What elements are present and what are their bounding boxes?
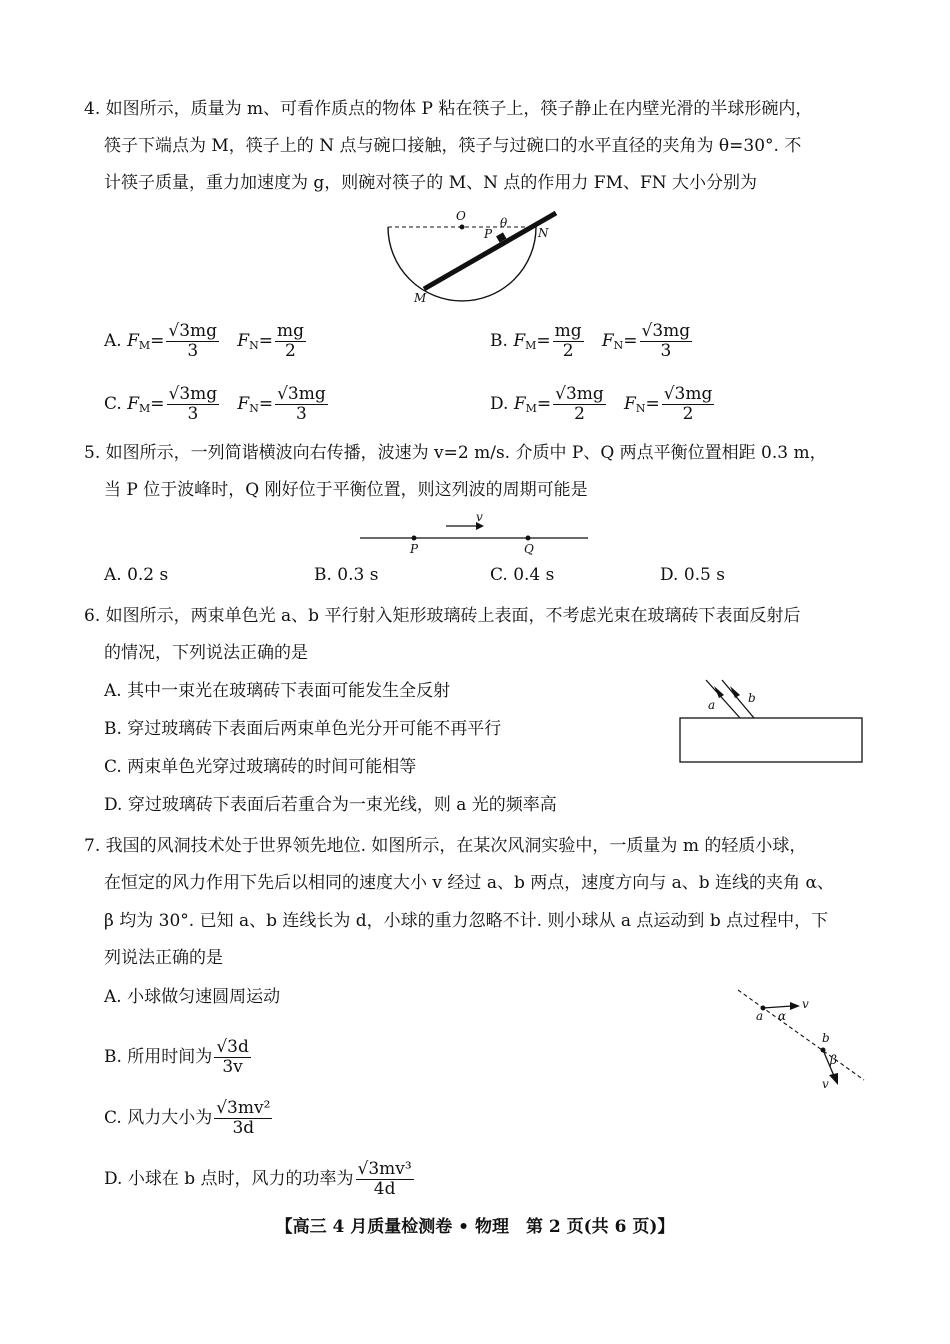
q7-fig-b: b	[822, 1031, 830, 1045]
q6-line-1: 6. 如图所示，两束单色光 a、b 平行射入矩形玻璃砖上表面，不考虑光束在玻璃砖下表面反射后	[84, 606, 801, 626]
q4-line-2: 筷子下端点为 M，筷子上的 N 点与碗口接触，筷子与过碗口的水平直径的夹角为 θ=30°. 不	[104, 136, 802, 156]
q5-wave-figure	[358, 510, 590, 555]
q4-fig-P: P	[484, 227, 493, 241]
q6-fig-a: a	[708, 698, 716, 712]
q7-option-a[interactable]: A. 小球做匀速圆周运动	[104, 987, 281, 1007]
q7-option-c[interactable]: C. 风力大小为 $\frac{\text{√3mv²}}{3d}$	[104, 1098, 271, 1138]
q7-fig-beta: β	[830, 1053, 837, 1067]
q4-bowl-figure	[380, 205, 580, 305]
q7-fig-v1: v	[802, 997, 809, 1011]
q5-fig-P: P	[410, 542, 419, 556]
q7-line-1: 7. 我国的风洞技术处于世界领先地位. 如图所示，在某次风洞实验中，一质量为 m 的轻质小球，	[84, 836, 807, 856]
q7-option-d[interactable]: D. 小球在 b 点时，风力的功率为 $\frac{\text{√3mv³}}{4d}$	[104, 1159, 412, 1199]
q5-fig-Q: Q	[524, 542, 534, 556]
q4-fig-M: M	[414, 291, 427, 305]
q6-glass-figure	[678, 676, 864, 766]
q7-fig-v2: v	[822, 1077, 829, 1091]
q4-option-d[interactable]: D. $F_M=$ $\frac{√3mg}{2}$ $F_N=$ $\frac{√3mg}{2}$	[490, 384, 713, 424]
q5-option-d[interactable]: D. 0.5 s	[660, 565, 725, 585]
q5-option-a[interactable]: A. 0.2 s	[104, 565, 169, 585]
q6-fig-b: b	[748, 691, 756, 705]
q4-fig-O: O	[456, 209, 466, 223]
q5-fig-v: v	[476, 510, 483, 524]
q7-option-b[interactable]: B. 所用时间为 $\frac{√3d}{3v}$	[104, 1037, 249, 1077]
q4-option-a[interactable]: A. $F_M=$ $\frac{√3mg}{3}$ $F_N=$ $\frac{mg}{2}$	[104, 321, 304, 361]
q6-option-b[interactable]: B. 穿过玻璃砖下表面后两束单色光分开可能不再平行	[104, 719, 502, 739]
q6-line-2: 的情况，下列说法正确的是	[104, 643, 308, 663]
q4-option-c[interactable]: C. $F_M=$ $\frac{√3mg}{3}$ $F_N=$ $\frac{√3mg}{3}$	[104, 384, 326, 424]
q7-fig-alpha: α	[778, 1009, 787, 1023]
q4-line-1: 4. 如图所示，质量为 m、可看作质点的物体 P 粘在筷子上，筷子静止在内壁光滑的半球形碗内，	[84, 99, 813, 119]
q7-line-4: 列说法正确的是	[104, 948, 223, 968]
q5-line-2: 当 P 位于波峰时，Q 刚好位于平衡位置，则这列波的周期可能是	[104, 480, 588, 500]
q6-option-c[interactable]: C. 两束单色光穿过玻璃砖的时间可能相等	[104, 757, 417, 777]
q4-line-3: 计筷子质量，重力加速度为 g，则碗对筷子的 M、N 点的作用力 FM、FN 大小分别为	[104, 173, 758, 193]
q7-windtunnel-figure	[736, 986, 866, 1096]
q4-fig-N: N	[538, 226, 549, 240]
q5-option-c[interactable]: C. 0.4 s	[490, 565, 555, 585]
q4-option-b[interactable]: B. $F_M=$ $\frac{mg}{2}$ $F_N=$ $\frac{√3mg}{3}$	[490, 321, 691, 361]
q5-option-b[interactable]: B. 0.3 s	[314, 565, 379, 585]
q4-fig-theta: θ	[500, 216, 508, 230]
q7-line-2: 在恒定的风力作用下先后以相同的速度大小 v 经过 a、b 两点，速度方向与 a、b 连线的夹角 α、	[104, 873, 834, 893]
page-footer: 【高三 4 月质量检测卷 • 物理 第 2 页(共 6 页)】	[275, 1217, 675, 1237]
q7-fig-a: a	[756, 1009, 764, 1023]
q5-line-1: 5. 如图所示，一列简谐横波向右传播，波速为 v=2 m/s. 介质中 P、Q 两点平衡位置相距 0.3 m，	[84, 443, 827, 463]
q6-option-a[interactable]: A. 其中一束光在玻璃砖下表面可能发生全反射	[104, 681, 451, 701]
q6-option-d[interactable]: D. 穿过玻璃砖下表面后若重合为一束光线，则 a 光的频率高	[104, 795, 557, 815]
q7-line-3: β 均为 30°. 已知 a、b 连线长为 d，小球的重力忽略不计. 则小球从 a 点运动到 b 点过程中，下	[104, 911, 829, 931]
